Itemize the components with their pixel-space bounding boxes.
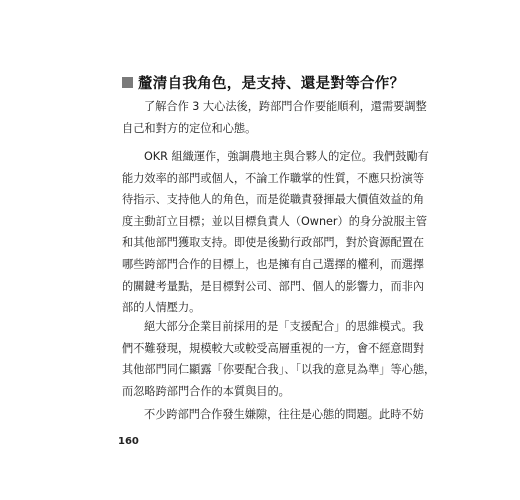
gray-square-bullet-icon <box>122 77 133 88</box>
paragraph-line: 度主動訂立目標；並以目標負責人（Owner）的身分說服主管 <box>122 214 428 228</box>
paragraph-line: 哪些跨部門合作的目標上，也是擁有自己選擇的權利，而選擇 <box>122 257 425 271</box>
paragraph-3 <box>122 316 436 402</box>
paragraph-line: 而忽略跨部門合作的本質與目的。 <box>122 384 290 398</box>
paragraph-line: 絕大部分企業目前採用的是「支援配合」的思維模式。我 <box>144 320 424 333</box>
page-number: 160 <box>118 436 139 447</box>
paragraph-line: 了解合作 3 大心法後，跨部門合作要能順利，還需要調整 <box>144 100 427 113</box>
paragraph-line: 其他部門同仁顯露「你要配合我」、「以我的意見為準」等心態， <box>122 363 436 377</box>
paragraph-line: OKR 組織運作，強調農地主與合夥人的定位。我們鼓勵有 <box>144 150 429 163</box>
paragraph-line: 能力效率的部門或個人，不論工作職掌的性質，不應只扮演等 <box>122 171 425 185</box>
paragraph-line: 不少跨部門合作發生嫌隙，往往是心態的問題。此時不妨 <box>144 408 424 421</box>
paragraph-line: 待指示、支持他人的角色，而是從職責發揮最大價值效益的角 <box>122 193 425 207</box>
section-heading-text: 釐清自我角色，是支持、還是對等合作？ <box>138 76 405 92</box>
paragraph-2 <box>122 146 429 319</box>
paragraph-4 <box>122 404 424 426</box>
paragraph-line: 的關鍵考量點，是目標對公司、部門、個人的影響力，而非內 <box>122 279 425 293</box>
paragraph-1 <box>122 96 427 139</box>
paragraph-line: 和其他部門獲取支持。即使是後勤行政部門，對於資源配置在 <box>122 236 425 250</box>
paragraph-line: 們不難發現，規模較大或較受高層重視的一方，會不經意間對 <box>122 341 425 355</box>
section-heading <box>122 72 422 93</box>
paragraph-line: 自己和對方的定位和心態。 <box>122 121 257 135</box>
paragraph-line: 部的人情壓力。 <box>122 301 201 315</box>
